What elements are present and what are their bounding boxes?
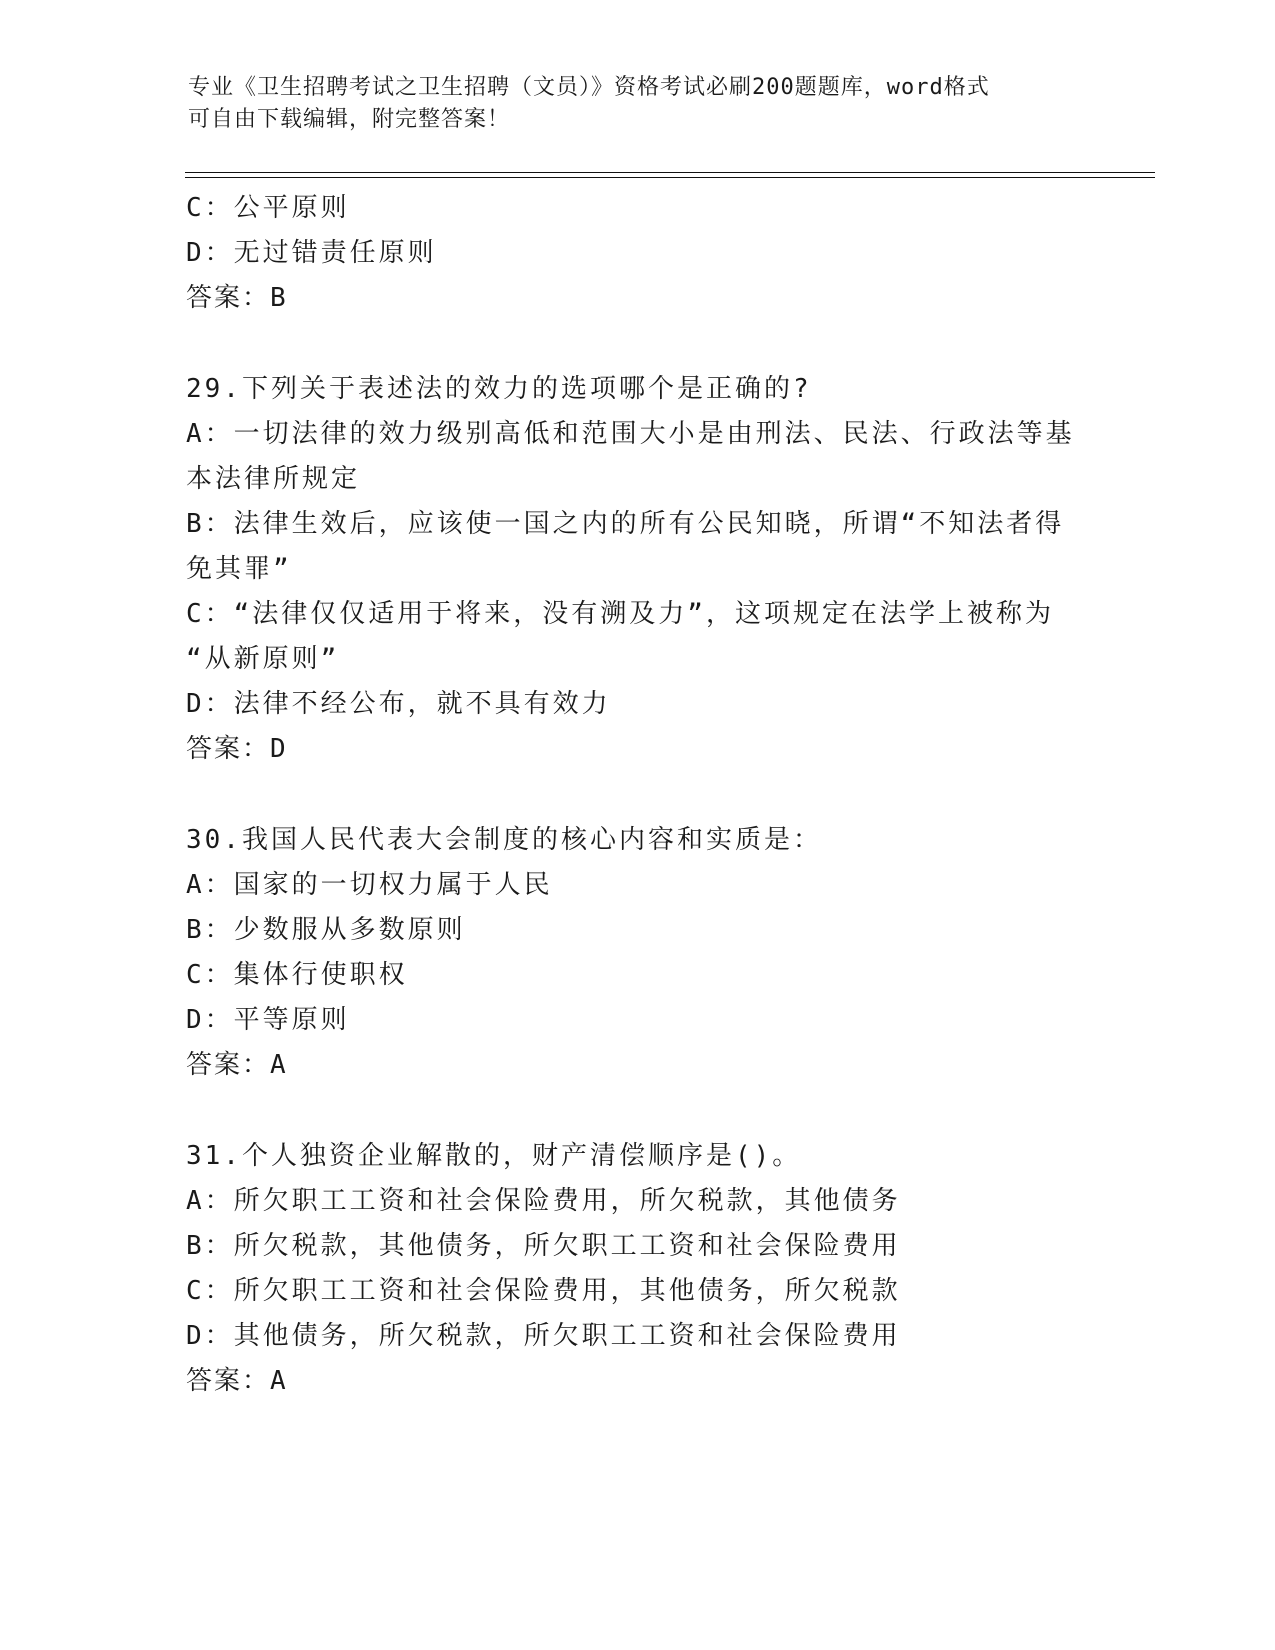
option-d: D：平等原则: [186, 1005, 350, 1035]
question-list: [186, 186, 1086, 1404]
previous-question-tail: [186, 186, 1086, 321]
option-c: C：公平原则: [186, 193, 350, 223]
option-b: B：法律生效后，应该使一国之内的所有公民知晓，所谓“不知法者得: [186, 509, 1065, 539]
option-c-continued: “从新原则”: [186, 644, 340, 674]
question-stem: 31.个人独资企业解散的，财产清偿顺序是()。: [186, 1141, 802, 1171]
header-line-2: 可自由下载编辑，附完整答案！: [188, 107, 511, 132]
header-divider-top: [185, 172, 1155, 173]
option-d: D：其他债务，所欠税款，所欠职工工资和社会保险费用: [186, 1321, 901, 1351]
document-header: [188, 72, 1068, 136]
option-a: A：所欠职工工资和社会保险费用，所欠税款，其他债务: [186, 1186, 901, 1216]
question-30: [186, 818, 1086, 1088]
answer: 答案：A: [186, 1050, 288, 1080]
option-b-continued: 免其罪”: [186, 554, 292, 584]
question-29: [186, 367, 1086, 772]
option-a: A：国家的一切权力属于人民: [186, 870, 553, 900]
question-stem: 30.我国人民代表大会制度的核心内容和实质是：: [186, 825, 822, 855]
option-d: D：法律不经公布，就不具有效力: [186, 689, 611, 719]
question-31: [186, 1134, 1086, 1404]
header-line-1: 专业《卫生招聘考试之卫生招聘（文员）》资格考试必刷200题题库，word格式: [188, 75, 990, 100]
option-c: C：“法律仅仅适用于将来，没有溯及力”，这项规定在法学上被称为: [186, 599, 1054, 629]
option-a: A：一切法律的效力级别高低和范围大小是由刑法、民法、行政法等基: [186, 419, 1075, 449]
answer: 答案：A: [186, 1366, 288, 1396]
question-stem: 29.下列关于表述法的效力的选项哪个是正确的?: [186, 374, 812, 404]
option-c: C：集体行使职权: [186, 960, 408, 990]
option-d: D：无过错责任原则: [186, 238, 437, 268]
header-divider-bottom: [185, 177, 1155, 178]
option-b: B：所欠税款，其他债务，所欠职工工资和社会保险费用: [186, 1231, 901, 1261]
option-b: B：少数服从多数原则: [186, 915, 466, 945]
answer: 答案：B: [186, 283, 288, 313]
option-c: C：所欠职工工资和社会保险费用，其他债务，所欠税款: [186, 1276, 901, 1306]
answer: 答案：D: [186, 734, 288, 764]
option-a-continued: 本法律所规定: [186, 464, 361, 494]
